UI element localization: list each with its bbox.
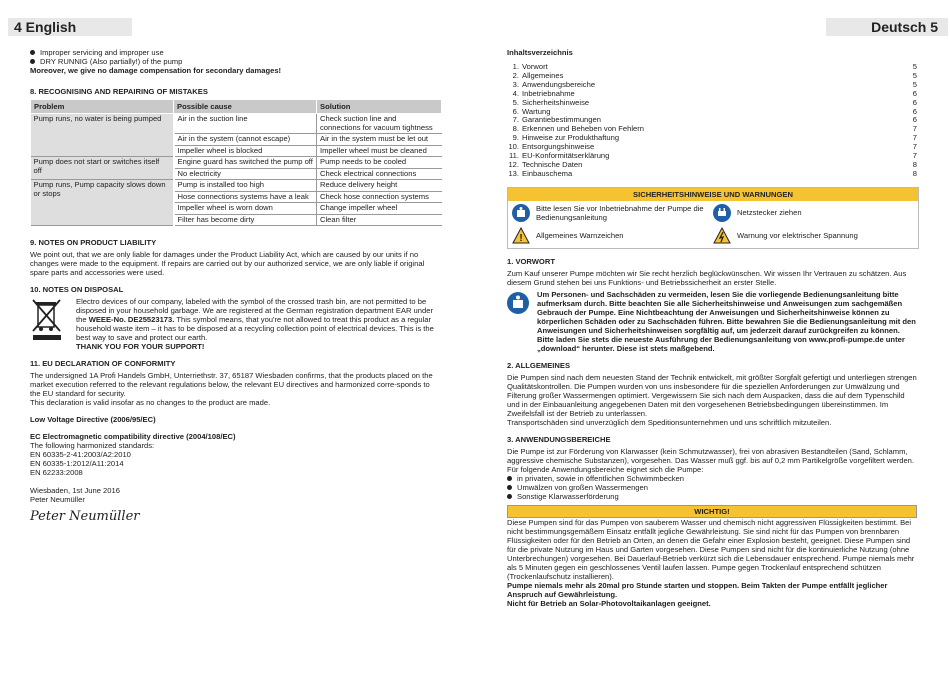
toc-item: 9. Hinweise zur Produkthaftung 7 [512, 133, 917, 143]
table-row: Pump runs, no water is being pumped Air in the suction line Check suction line and connections for vacuum tightness [31, 114, 442, 134]
toc-item: 1. Vorwort 5 [512, 62, 917, 71]
section-title-3: 3. ANWENDUNGSBEREICHE [507, 434, 611, 444]
list-item: Improper servicing and improper use [30, 48, 442, 57]
toc-item: 13. Einbauschema 8 [508, 168, 917, 178]
important-bold-1: Pumpe niemals mehr als 20mal pro Stunde starten und stoppen. Beim Takten der Pumpe entfällt jeglicher Anspruch auf Gewährleistung. [507, 580, 888, 599]
toc-item: 8. Erkennen und Beheben von Fehlern 7 [512, 124, 917, 134]
table-row: Impeller wheel is blocked Impeller wheel must be cleaned [31, 145, 442, 157]
table-header: Possible cause [174, 100, 317, 114]
table-row: Impeller wheel is worn down Change impeller wheel [31, 203, 442, 215]
important-text: Diese Pumpen sind für das Pumpen von sauberem Wasser und chemisch nicht aggressiven Flüssigkeiten bestimmt. Bei nicht bestimmungsgemäßem Einsatz entfällt jegliche Gewährleistung. Sie sind nicht für das Pumpen von brennbaren Flüssigkeiten oder für den Betrieb an Orten, an denen die Gefahr einer Explosion besteht, geeignet. Diese Pumpen sind für die private Nutzung im Haus und Garten vorgesehen. Diese Pumpen sind nicht für die kontinuierliche Nutzung (ohne Unterbrechungen) vorgesehen. Bei Dauerlauf-Betrieb verkürzt sich die Lebensdauer entsprechend. Pumpe niemals mehr als 5 Minuten gegen ein geschlossenes Ventil laufen lassen. Pumpe gegen Trockenlauf entsprechend schützen (Trockenlaufschutz installieren). [507, 517, 915, 581]
section-title-9: 9. NOTES ON PRODUCT LIABILITY [30, 238, 157, 247]
toc-item: 5. Sicherheitshinweise 6 [512, 97, 917, 107]
section-title-1: 1. VORWORT [507, 256, 555, 266]
conformity-validity: This declaration is valid insofar as no changes to the product are made. [30, 398, 271, 407]
table-of-contents [507, 63, 917, 179]
general-warning-icon [512, 227, 530, 245]
table-header: Solution [317, 100, 442, 114]
standard-item: EN 60335-1:2012/A11:2014 [30, 459, 124, 468]
page-header-left: 4 English [8, 18, 132, 36]
list-item: in privaten, sowie in öffentlichen Schwimmbecken [507, 474, 917, 483]
safety-title: SICHERHEITSHINWEISE UND WARNUNGEN [508, 188, 918, 201]
list-item: Umwälzen von großen Wassermengen [507, 483, 917, 492]
conformity-text: The undersigned 1A Profi Handels GmbH, Unterriethstr. 37, 65187 Wiesbaden confirms, that the products placed on the market execution referred to the relevant regulations below, the relevant EU directives and harmonized corre-sponds to the EU standard for security. [30, 371, 433, 398]
transport-damage-text: Transportschäden sind unverzüglich dem Speditionsunternehmen und uns schriftlich mitzuteilen. [507, 417, 832, 427]
table-row: Pump runs, Pump capacity slows down or stops Pump is installed too high Reduce delivery height [31, 180, 442, 192]
safety-item: Warnung vor elektrischer Spannung [713, 227, 914, 245]
place-date: Wiesbaden, 1st June 2016 [30, 486, 120, 495]
low-voltage-directive: Low Voltage Directive (2006/95/EC) [30, 415, 156, 424]
toc-item: 7. Garantiebestimmungen 6 [512, 115, 917, 125]
safety-item: Netzstecker ziehen [713, 204, 914, 222]
application-text: Die Pumpe ist zur Förderung von Klarwasser (kein Schmutzwasser), frei von abrasiven Bestandteilen (Sand, Schlamm, aggressive chemische Substanzen), vorgesehen. Das Wasser muß ggf. bis auf 0,2 mm Partikelgröße vorgefiltert werden. Für folgende Anwendungsbereiche eignet sich die Pumpe: [507, 446, 915, 474]
important-bold-2: Nicht für Betrieb an Solar-Photovoltaikanlagen geeignet. [507, 598, 711, 608]
electrical-voltage-icon [713, 227, 731, 245]
table-row: Hose connections systems have a leak Check hose connection systems [31, 191, 442, 203]
standards-intro: The following harmonized standards: [30, 441, 155, 450]
important-banner: WICHTIG! [507, 505, 917, 518]
emc-directive: EC Electromagnetic compatibility directive (2004/108/EC) [30, 432, 236, 441]
section-title-11: 11. EU DECLARATION OF CONFORMITY [30, 359, 176, 368]
signer-name: Peter Neumüller [30, 495, 85, 504]
general-text: Die Pumpen sind nach dem neuesten Stand der Technik entwickelt, mit größter Sorgfalt gefertigt und unterliegen strengen Qualitätskontrollen. Die Pumpen wurden von uns insbesondere für die speziellen Anforderungen zur Umwälzung und Filterung großer Wassermengen optimiert. Vergewissern Sie sich nach dem Auspacken, dass die auf dem Typenschild und in der Einbauanleitung angegebenen Daten mit den vorgesehenen Betriebsbedingungen übereinstimmen. Im Zweifelsfall ist der Betrieb zu unterlassen. [507, 372, 917, 418]
table-row: Pump does not start or switches itself off Engine guard has switched the pump off Pump needs to be cooled [31, 157, 442, 169]
toc-item: 4. Inbetriebnahme 6 [512, 88, 917, 98]
section-title-8: 8. RECOGNISING AND REPAIRING OF MISTAKES [30, 87, 208, 96]
standard-item: EN 60335-2-41:2003/A2:2010 [30, 450, 131, 459]
list-item: Sonstige Klarwasserförderung [507, 492, 917, 501]
foreword-warning: Um Personen- und Sachschäden zu vermeiden, lesen Sie die vorliegende Bedienungsanleitung bitte aufmerksam durch. Bitte beachten Sie alle Sicherheitshinweise und Anweisungen zum sachgemäßen Gebrauch der Pumpe. Eine Nichtbeachtung der Anweisungen und Sicherheitshinweise können zu körperlichen Schäden oder zu Sachschäden führen. Bitte bewahren Sie die Bedienungsanleitung mit den Anweisungen und Sicherheitshinweisen sorgfältig auf, um jederzeit darauf zurückgreifen zu können. Bitte laden Sie stets die neueste Ausführung der Bedienungsanleitung von www.profi-pumpe.de unter „download“ herunter. Diese ist stets maßgebend. [537, 289, 916, 353]
table-row: No electricity Check electrical connections [31, 168, 442, 180]
page-header-right: Deutsch 5 [826, 18, 948, 36]
toc-item: 3. Anwendungsbereiche 5 [512, 79, 917, 89]
toc-item: 6. Wartung 6 [512, 106, 917, 116]
unplug-icon [713, 204, 731, 222]
product-liability-text: We point out, that we are only liable for damages under the Product Liability Act, which are caused by our units if no changes were made to the equipment. If repairs are carried out by our authorized service, we are only liable if original spare parts and accessories were used. [30, 250, 425, 277]
crossed-trash-bin-icon [30, 297, 72, 351]
read-manual-icon [507, 292, 529, 314]
list-item: DRY RUNNIG (Also partially!) of the pump [30, 57, 442, 66]
disposal-text: Electro devices of our company, labeled with the symbol of the crossed trash bin, are not permitted to be disposed in your household garbage. We are registered at the German registration department EAR under the WEEE-No. DE25523173. This symbol means, that you're not allowed to treat this product as a regular household waste item – it has to be disposed at a recycling collection point of electrical devices. This is the best way to save and protect our earth. [76, 297, 434, 342]
intro-bold-note: Moreover, we give no damage compensation for secondary damages! [30, 66, 282, 75]
troubleshooting-table [30, 99, 442, 226]
safety-item: ! Allgemeines Warnzeichen [512, 227, 713, 245]
read-manual-icon [512, 204, 530, 222]
toc-item: 11. EU-Konformitätserklärung 7 [509, 151, 917, 161]
section-title-10: 10. NOTES ON DISPOSAL [30, 285, 124, 294]
safety-box [507, 187, 919, 249]
table-row: Filter has become dirty Clean filter [31, 214, 442, 226]
toc-item: 2. Allgemeines 5 [512, 70, 917, 80]
foreword-text: Zum Kauf unserer Pumpe möchten wir Sie recht herzlich beglückwünschen. Wir wissen Ihr Vertrauen zu schätzen. Aus diesem Grund stehen bei uns Funktions- und Betriebssicherheit an erster Stelle. [507, 268, 907, 287]
table-header: Problem [31, 100, 174, 114]
english-column [30, 48, 442, 524]
toc-item: 12. Technische Daten 8 [508, 159, 917, 169]
standard-item: EN 62233:2008 [30, 468, 83, 477]
section-title-2: 2. ALLGEMEINES [507, 360, 571, 370]
toc-item: 10. Entsorgungshinweise 7 [508, 142, 917, 152]
signature: Peter Neumüller [30, 509, 140, 524]
safety-item: Bitte lesen Sie vor Inbetriebnahme der Pumpe die Bedienungsanleitung [512, 204, 713, 222]
german-column [507, 48, 917, 608]
svg-text:!: ! [519, 232, 523, 244]
disposal-thanks: THANK YOU FOR YOUR SUPPORT! [76, 342, 205, 351]
toc-title: Inhaltsverzeichnis [507, 48, 573, 57]
table-row: Air in the system (cannot escape) Air in the system must be let out [31, 134, 442, 146]
